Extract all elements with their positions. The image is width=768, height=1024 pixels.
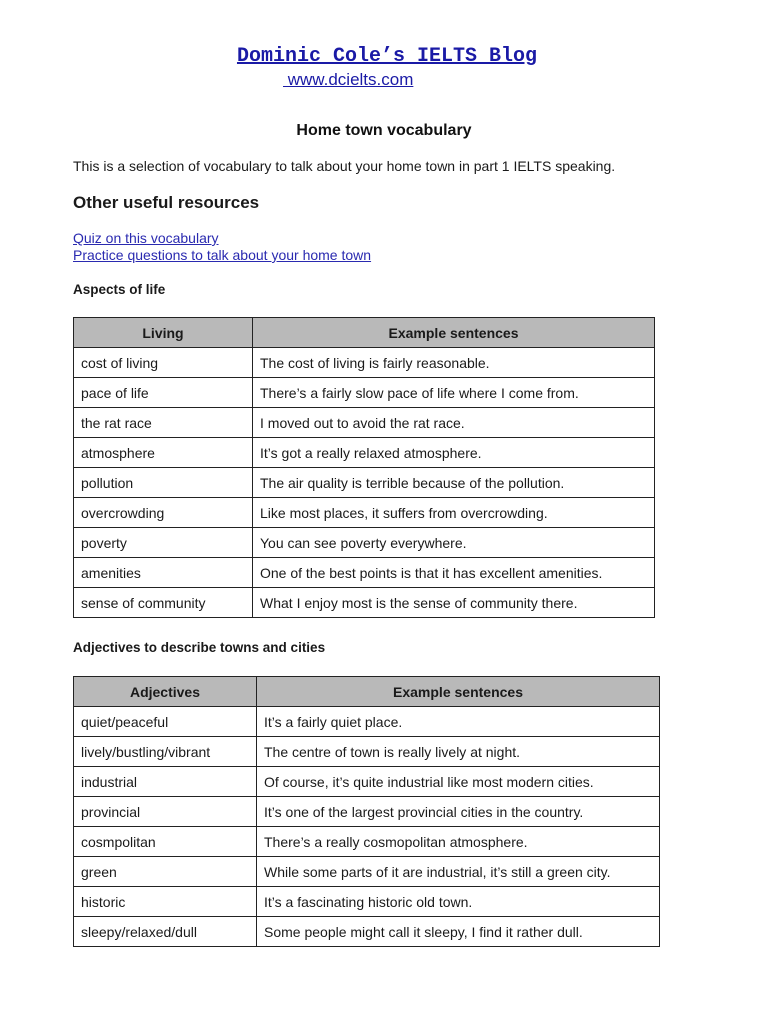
example-cell: It’s a fascinating historic old town. [257,887,660,917]
term-cell: historic [74,887,257,917]
term-cell: green [74,857,257,887]
blog-url-link[interactable]: www.dcielts.com [283,70,414,89]
example-cell: Some people might call it sleepy, I find it rather dull. [257,917,660,947]
example-cell: The air quality is terrible because of the pollution. [253,468,655,498]
table-row [74,408,655,438]
term-cell: poverty [74,528,253,558]
term-cell: amenities [74,558,253,588]
example-cell: One of the best points is that it has excellent amenities. [253,558,655,588]
term-cell: overcrowding [74,498,253,528]
blog-title-link[interactable]: Dominic Cole’s IELTS Blog [236,45,538,68]
table-row [74,438,655,468]
table-row [74,737,660,767]
example-cell: What I enjoy most is the sense of community there. [253,588,655,618]
table-row [74,588,655,618]
table-header-row [74,318,655,348]
example-cell: While some parts of it are industrial, it’s still a green city. [257,857,660,887]
aspects-table [73,317,655,618]
document-title: Home town vocabulary [296,122,472,139]
table-row [74,887,660,917]
term-cell: sleepy/relaxed/dull [74,917,257,947]
example-cell: There’s a fairly slow pace of life where I come from. [253,378,655,408]
table-row [74,558,655,588]
column-header: Example sentences [257,677,660,707]
term-cell: provincial [74,797,257,827]
term-cell: cost of living [74,348,253,378]
example-cell: You can see poverty everywhere. [253,528,655,558]
table-row [74,468,655,498]
resources-heading: Other useful resources [73,193,260,212]
example-cell: The centre of town is really lively at night. [257,737,660,767]
column-header: Adjectives [74,677,257,707]
term-cell: quiet/peaceful [74,707,257,737]
practice-questions-link[interactable]: Practice questions to talk about your home town [73,247,372,263]
term-cell: lively/bustling/vibrant [74,737,257,767]
example-cell: It’s a fairly quiet place. [257,707,660,737]
table-row [74,498,655,528]
example-cell: Of course, it’s quite industrial like most modern cities. [257,767,660,797]
column-header: Living [74,318,253,348]
example-cell: It’s one of the largest provincial cities in the country. [257,797,660,827]
quiz-link[interactable]: Quiz on this vocabulary [73,230,219,246]
term-cell: cosmpolitan [74,827,257,857]
table-row [74,348,655,378]
intro-text: This is a selection of vocabulary to talk about your home town in part 1 IELTS speaking. [73,158,616,174]
column-header: Example sentences [253,318,655,348]
term-cell: sense of community [74,588,253,618]
term-cell: atmosphere [74,438,253,468]
adjectives-table [73,676,660,947]
table-row [74,378,655,408]
term-cell: pollution [74,468,253,498]
example-cell: It’s got a really relaxed atmosphere. [253,438,655,468]
table-row [74,528,655,558]
section-heading-adjectives: Adjectives to describe towns and cities [73,640,326,655]
table-row [74,767,660,797]
table-row [74,857,660,887]
table-row [74,827,660,857]
example-cell: There’s a really cosmopolitan atmosphere. [257,827,660,857]
example-cell: The cost of living is fairly reasonable. [253,348,655,378]
term-cell: pace of life [74,378,253,408]
table-row [74,707,660,737]
table-row [74,917,660,947]
term-cell: industrial [74,767,257,797]
term-cell: the rat race [74,408,253,438]
example-cell: Like most places, it suffers from overcrowding. [253,498,655,528]
table-row [74,797,660,827]
example-cell: I moved out to avoid the rat race. [253,408,655,438]
table-header-row [74,677,660,707]
section-heading-aspects: Aspects of life [73,282,166,297]
